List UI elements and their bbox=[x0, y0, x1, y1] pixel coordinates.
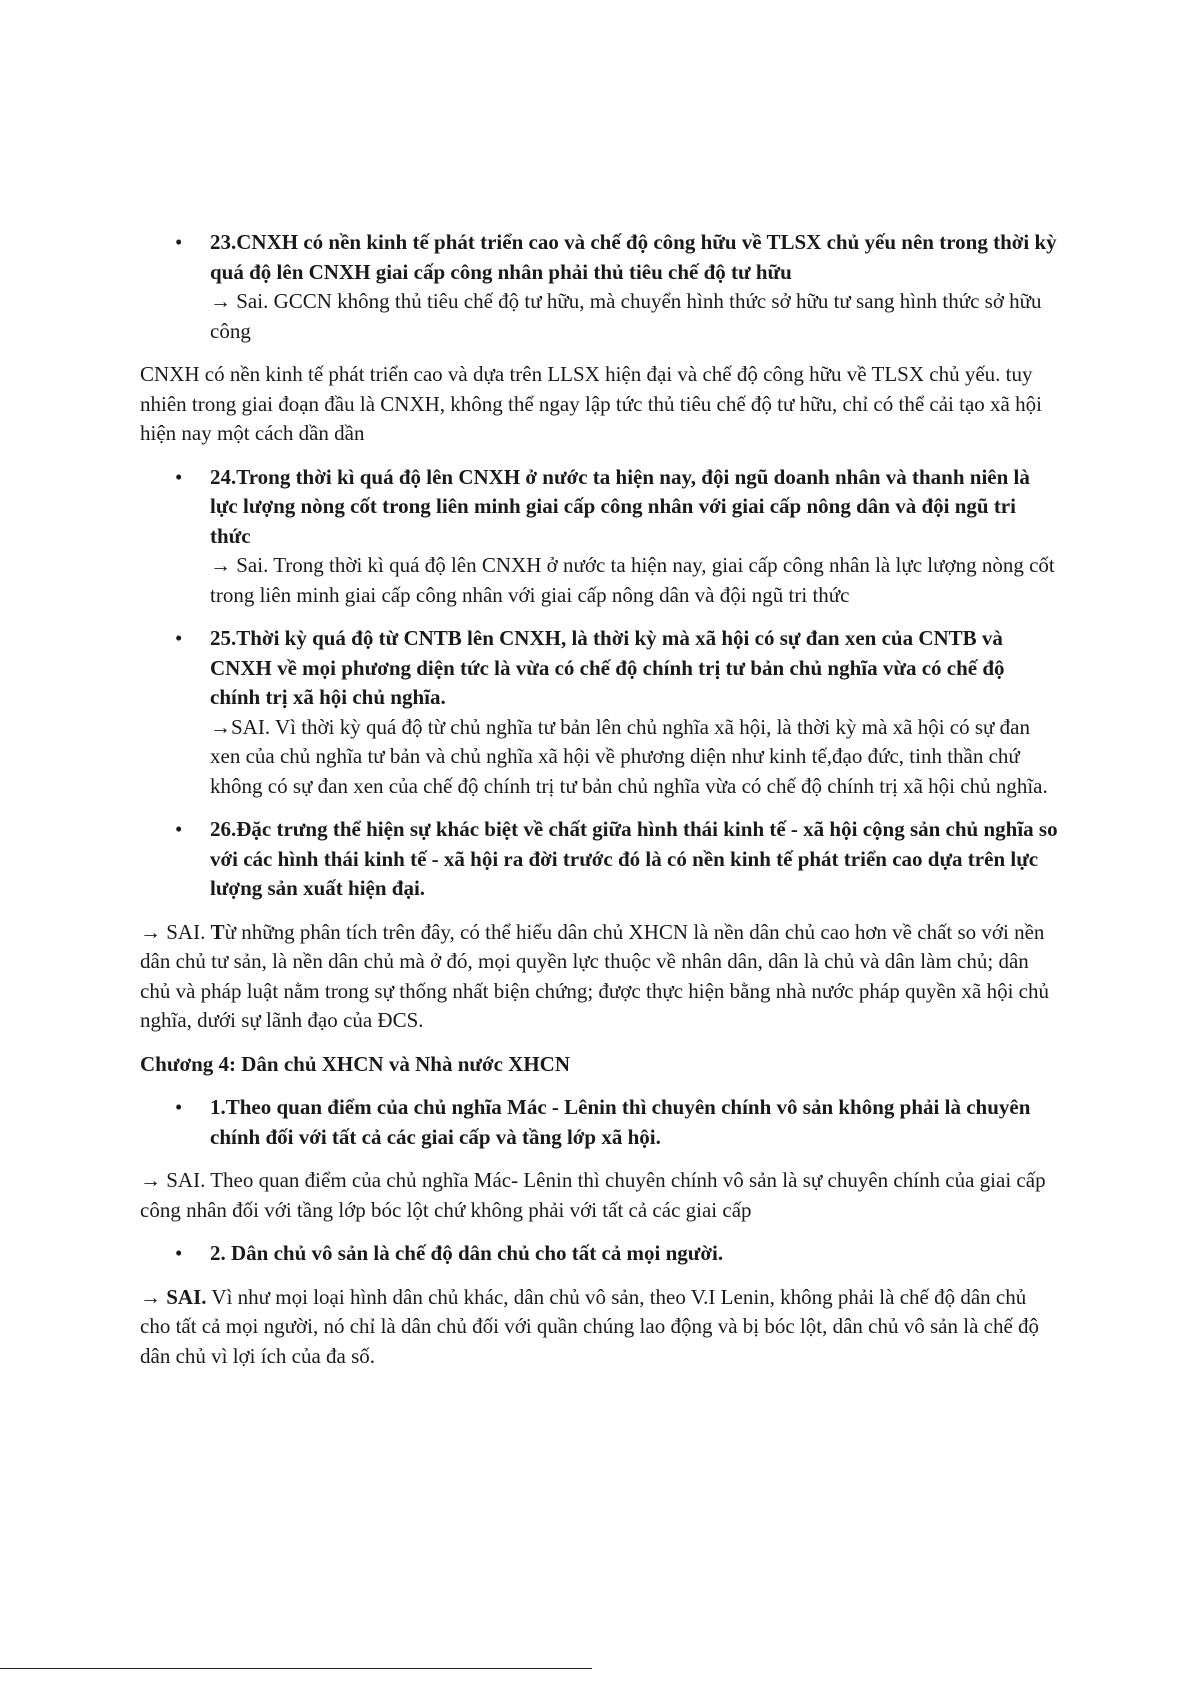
answer-26 bbox=[140, 918, 1058, 1036]
answer-c2-prefix: → SAI. bbox=[140, 1284, 207, 1309]
question-c1: 1.Theo quan điểm của chủ nghĩa Mác - Lênin thì chuyên chính vô sản không phải là chuyên chính đối với tất cả các giai cấp và tầng lớp xã hội. bbox=[210, 1095, 1031, 1149]
bullet-icon: • bbox=[175, 1241, 183, 1265]
list-item-c1 bbox=[140, 1093, 1058, 1152]
bullet-icon: • bbox=[175, 817, 183, 841]
answer-c1: → SAI. Theo quan điểm của chủ nghĩa Mác- Lênin thì chuyên chính vô sản là sự chuyên chính của giai cấp công nhân đối với tầng lớp bóc lột chứ không phải với tất cả các giai cấp bbox=[140, 1168, 1046, 1222]
question-26: 26.Đặc trưng thể hiện sự khác biệt về chất giữa hình thái kinh tế - xã hội cộng sản chủ nghĩa so với các hình thái kinh tế - xã hội ra đời trước đó là có nền kinh tế phát triển cao dựa trên lực lượng sản xuất hiện đại. bbox=[210, 817, 1058, 900]
list-item-25 bbox=[140, 624, 1058, 801]
answer-26-prefix: → SAI. bbox=[140, 919, 211, 944]
bullet-icon: • bbox=[175, 626, 183, 650]
question-23: 23.CNXH có nền kinh tế phát triển cao và chế độ công hữu về TLSX chủ yếu nên trong thời kỳ quá độ lên CNXH giai cấp công nhân phải thủ tiêu chế độ tư hữu bbox=[210, 230, 1057, 284]
answer-24: → Sai. Trong thời kì quá độ lên CNXH ở nước ta hiện nay, giai cấp công nhân là lực lượng nòng cốt trong liên minh giai cấp công nhân với giai cấp nông dân và đội ngũ tri thức bbox=[210, 553, 1055, 607]
explanation-23: CNXH có nền kinh tế phát triển cao và dựa trên LLSX hiện đại và chế độ công hữu về TLSX chủ yếu. tuy nhiên trong giai đoạn đầu là CNXH, không thể ngay lập tức thủ tiêu chế độ tư hữu, chỉ có thể cải tạo xã hội hiện nay một cách dần dần bbox=[140, 362, 1042, 445]
list-item-24 bbox=[140, 463, 1058, 611]
answer-c2-text: Vì như mọi loại hình dân chủ khác, dân chủ vô sản, theo V.I Lenin, không phải là chế độ dân chủ cho tất cả mọi người, nó chỉ là dân chủ đối với quần chúng lao động và bị bóc lột, dân chủ vô sản là chế độ dân chủ vì lợi ích của đa số. bbox=[140, 1284, 1040, 1368]
question-25: 25.Thời kỳ quá độ từ CNTB lên CNXH, là thời kỳ mà xã hội có sự đan xen của CNTB và CNXH về mọi phương diện tức là vừa có chế độ chính trị tư bản chủ nghĩa vừa có chế độ chính trị xã hội chủ nghĩa. bbox=[210, 626, 1005, 709]
answer-26-text: ừ những phân tích trên đây, có thể hiểu dân chủ XHCN là nền dân chủ cao hơn về chất so với nền dân chủ tư sản, là nền dân chủ mà ở đó, mọi quyền lực thuộc về nhân dân, dân là chủ và dân làm chủ; dân chủ và pháp luật nằm trong sự thống nhất biện chứng; được thực hiện bằng nhà nước pháp quyền xã hội chủ nghĩa, dưới sự lãnh đạo của ĐCS. bbox=[140, 919, 1049, 1032]
question-24: 24.Trong thời kì quá độ lên CNXH ở nước ta hiện nay, đội ngũ doanh nhân và thanh niên là lực lượng nòng cốt trong liên minh giai cấp công nhân với giai cấp nông dân và đội ngũ tri thức bbox=[210, 464, 1030, 548]
list-item-26 bbox=[140, 815, 1058, 904]
answer-26-bold-letter: T bbox=[210, 919, 225, 944]
answer-25: →SAI. Vì thời kỳ quá độ từ chủ nghĩa tư bản lên chủ nghĩa xã hội, là thời kỳ mà xã hội có sự đan xen của chủ nghĩa tư bản và chủ nghĩa xã hội về phương diện như kinh tế,đạo đức, tinh thần chứ không có sự đan xen của chế độ chính trị tư bản chủ nghĩa vừa có chế độ chính trị xã hội chủ nghĩa. bbox=[210, 714, 1048, 798]
list-item-23 bbox=[140, 228, 1058, 346]
answer-c2 bbox=[140, 1283, 1058, 1372]
document-page bbox=[140, 228, 1058, 1385]
bullet-icon: • bbox=[175, 230, 183, 254]
list-item-c2 bbox=[140, 1239, 1058, 1269]
chapter-heading: Chương 4: Dân chủ XHCN và Nhà nước XHCN bbox=[140, 1051, 571, 1076]
bullet-icon: • bbox=[175, 1095, 183, 1119]
footer-divider bbox=[0, 1668, 592, 1669]
bullet-icon: • bbox=[175, 464, 183, 489]
answer-23: → Sai. GCCN không thủ tiêu chế độ tư hữu, mà chuyển hình thức sở hữu tư sang hình thức sở hữu công bbox=[210, 289, 1042, 343]
question-c2: 2. Dân chủ vô sản là chế độ dân chủ cho tất cả mọi người. bbox=[210, 1241, 724, 1265]
